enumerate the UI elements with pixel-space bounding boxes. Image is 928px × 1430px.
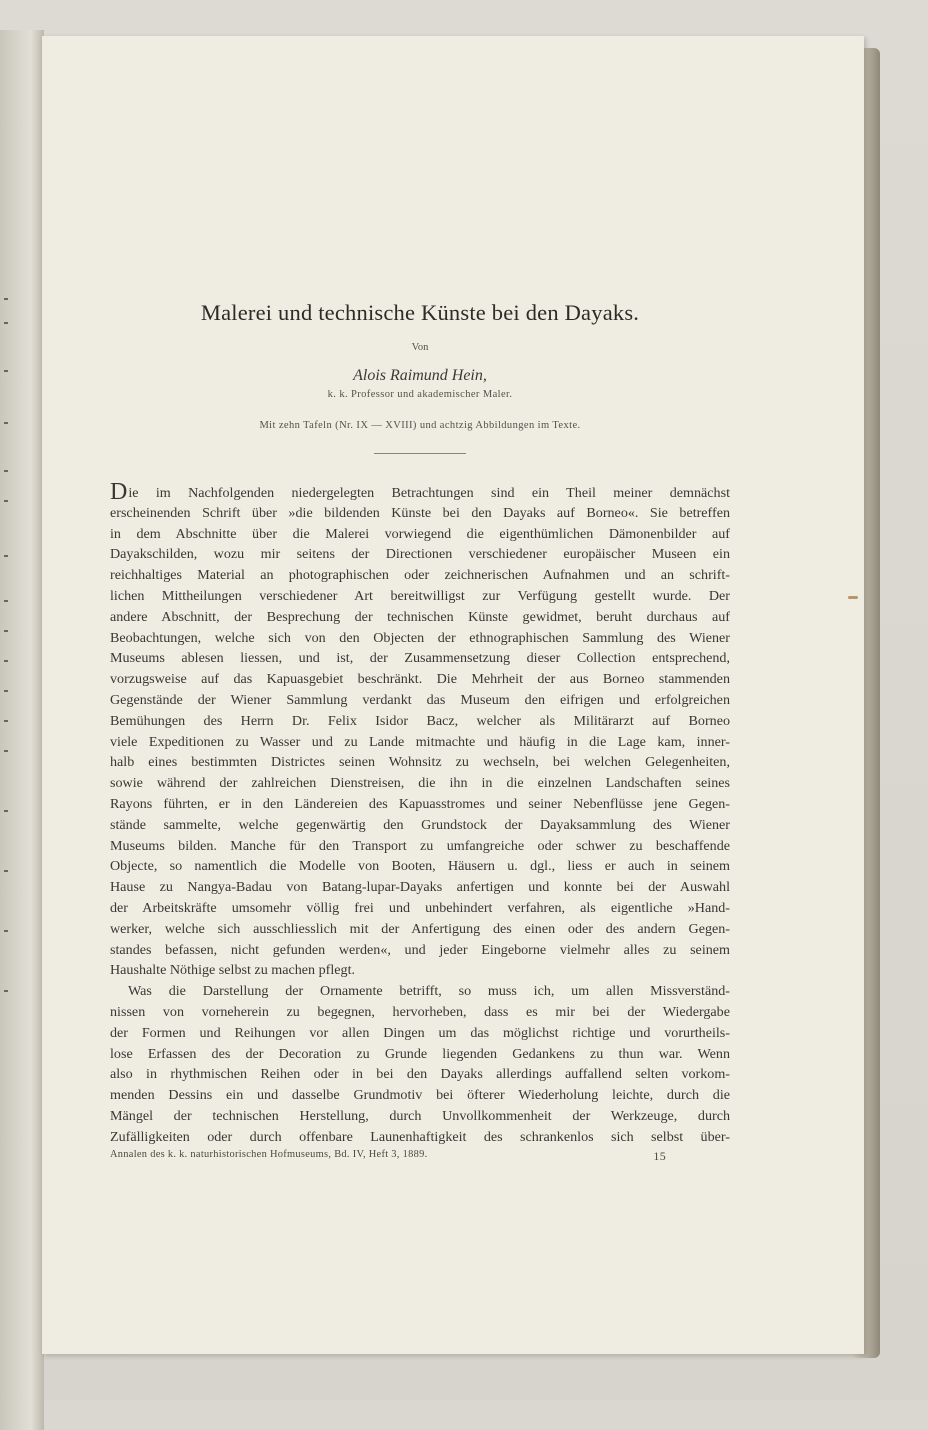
drop-initial: D [110,482,128,503]
text-line: Dayakschilden, wozu mir seitens der Directionen verschiedener europäischer Museen ein [110,546,730,563]
text-line: Bemühungen des Herrn Dr. Felix Isidor Bacz, welcher als Militärarzt auf Borneo [110,712,730,729]
text-line: reichhaltiges Material an photographischen oder zeichnerischen Aufnahmen und an schrift- [110,567,730,584]
paragraph-2 [110,981,730,1147]
text-line: Hause zu Nangya-Badau von Batang-lupar-Dayaks anfertigen und konnte bei der Auswahl [110,879,730,896]
text-line: standes befassen, nicht gefunden werden«, und jeder Eingeborne vielmehr alles zu seinem [110,941,730,958]
text-line: Rayons führten, er in den Ländereien des Kapuasstromes und seiner Nebenflüsse jene Gegen- [110,795,730,812]
title-divider [374,453,466,454]
byline-von: Von [411,342,429,353]
first-line-text: ie im Nachfolgenden niedergelegten Betrachtungen sind ein Theil meiner demnächst [128,485,730,501]
plates-note: Mit zehn Tafeln (Nr. IX — XVIII) und achtzig Abbildungen im Texte. [259,420,581,431]
text-line: menden Dessins ein und dasselbe Grundmotiv bei öfterer Wiederholung leichte, durch die [110,1087,730,1104]
text-line: halb eines bestimmten Districtes seinen Wohnsitz zu wechseln, bei welchen Gelegenheiten, [110,754,730,771]
first-line [110,482,730,503]
text-line: Mängel der technischen Herstellung, durch Unvollkommenheit der Werkzeuge, durch [110,1107,730,1124]
author-affiliation: k. k. Professor und akademischer Maler. [327,389,513,400]
page-number: 15 [653,1148,666,1163]
text-line: also in rhythmischen Reihen oder in bei den Dayaks allerdings auffallend selten vorkom- [110,1066,730,1083]
text-line: lose Erfassen des der Decoration zu Grunde liegenden Gedankens zu thun war. Wenn [110,1045,730,1062]
text-line: andere Abschnitt, der Besprechung der technischen Künste gewidmet, beruht durchaus auf [110,608,730,625]
text-line: vorzugsweise auf das Kapuasgebiet beschränkt. Die Mehrheit der aus Borneo stammenden [110,671,730,688]
journal-citation: Annalen des k. k. naturhistorischen Hofmuseums, Bd. IV, Heft 3, 1889. [110,1148,428,1160]
text-line: Objecte, so namentlich die Modelle von Booten, Häusern u. dgl., liess er auch in seinem [110,858,730,875]
text-line: Zufälligkeiten oder durch offenbare Launenhaftigkeit des schrankenlos sich selbst über- [110,1128,730,1145]
text-line: nissen von vorneherein zu begegnen, hervorheben, dass es mir bei der Wiedergabe [110,1003,730,1020]
text-line: der Arbeitskräfte umsomehr völlig frei und unbehindert verfahren, als eigentliche »Hand- [110,899,730,916]
text-line: lichen Mittheilungen verschiedener Art bereitwilligst zur Verfügung gestellt wurde. Der [110,587,730,604]
text-line: viele Expeditionen zu Wasser und zu Lande mitmachte und häufig in die Lage kam, inner- [110,733,730,750]
previous-page-edge [0,30,44,1430]
page-footer [110,1149,730,1164]
article-body [110,482,730,1148]
paper-stain [848,596,858,599]
text-line: Haushalte Nöthige selbst zu machen pflegt. [110,962,356,979]
text-line: der Formen und Reihungen vor allen Dingen um das möglichst richtige und vorurtheils- [110,1024,730,1041]
article-title: Malerei und technische Künste bei den Dayaks. [200,300,640,325]
text-line: Museums ablesen liessen, und ist, der Zusammensetzung dieser Collection entsprechend, [110,650,730,667]
text-line: erscheinenden Schrift über »die bildenden Künste bei den Dayaks auf Borneo«. Sie betreffen [110,504,730,521]
text-line: Museums bilden. Manche für den Transport zu umfangreiche oder schwer zu beschaffende [110,837,730,854]
article [110,290,730,1164]
author-name: Alois Raimund Hein, [353,367,487,384]
text-line: stände sammelte, welche gegenwärtig den Grundstock der Dayaksammlung des Wiener [110,816,730,833]
text-line: werker, welche sich ausschliesslich mit der Anfertigung des einen oder des andern Gegen- [110,920,730,937]
previous-page-text-marks [4,30,16,1430]
text-line: in dem Abschnitte über die Malerei vorwiegend die eigenthümlichen Dämonenbilder auf [110,525,730,542]
paragraph-1 [110,503,730,981]
text-line: Beobachtungen, welche sich von den Objecten der ethnographischen Sammlung des Wiener [110,629,730,646]
text-line: Was die Darstellung der Ornamente betrifft, so muss ich, um allen Missverständ- [128,983,730,1000]
text-line: Gegenstände der Wiener Sammlung verdankt das Museum den eifrigen und erfolgreichen [110,691,730,708]
text-line: sowie während der zahlreichen Dienstreisen, die ihn in die einzelnen Landschaften seines [110,775,730,792]
